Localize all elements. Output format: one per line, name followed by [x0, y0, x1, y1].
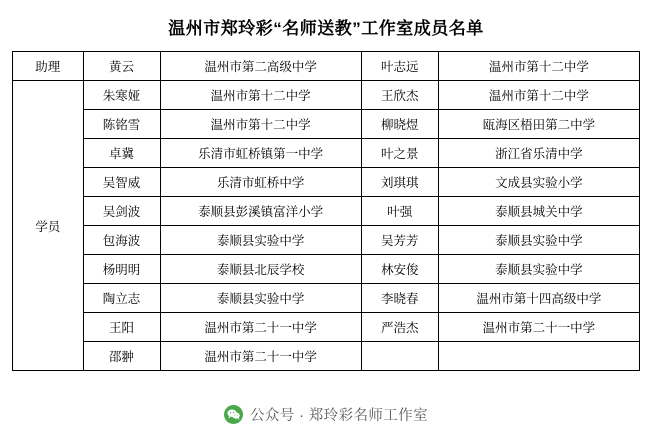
school-cell: 文成县实验小学	[438, 168, 639, 197]
name-cell: 陶立志	[83, 284, 160, 313]
table-row	[13, 255, 640, 284]
page-title: 温州市郑玲彩“名师送教”工作室成员名单	[168, 19, 484, 38]
table-row	[13, 313, 640, 342]
table-row	[13, 110, 640, 139]
name-cell: 王欣杰	[361, 81, 438, 110]
roster-table-container	[0, 51, 652, 371]
name-cell: 包海波	[83, 226, 160, 255]
name-cell: 林安俊	[361, 255, 438, 284]
name-cell: 吴剑波	[83, 197, 160, 226]
school-cell: 浙江省乐清中学	[438, 139, 639, 168]
role-cell-assistant: 助理	[13, 52, 84, 81]
table-row	[13, 284, 640, 313]
school-cell-empty	[438, 342, 639, 371]
name-cell: 叶志远	[361, 52, 438, 81]
school-cell: 乐清市虹桥镇第一中学	[160, 139, 361, 168]
school-cell: 温州市第二十一中学	[438, 313, 639, 342]
school-cell: 温州市第二高级中学	[160, 52, 361, 81]
table-row	[13, 197, 640, 226]
school-cell: 泰顺县实验中学	[160, 284, 361, 313]
school-cell: 瓯海区梧田第二中学	[438, 110, 639, 139]
school-cell: 泰顺县实验中学	[438, 255, 639, 284]
name-cell: 李晓春	[361, 284, 438, 313]
school-cell: 温州市第十二中学	[438, 81, 639, 110]
name-cell-empty	[361, 342, 438, 371]
name-cell: 陈铭雪	[83, 110, 160, 139]
school-cell: 温州市第十二中学	[160, 81, 361, 110]
name-cell: 杨明明	[83, 255, 160, 284]
school-cell: 泰顺县北辰学校	[160, 255, 361, 284]
table-row	[13, 226, 640, 255]
wechat-icon	[224, 405, 243, 424]
footer-watermark	[0, 404, 652, 425]
table-row	[13, 81, 640, 110]
roster-table	[12, 51, 640, 371]
school-cell: 泰顺县实验中学	[160, 226, 361, 255]
school-cell: 乐清市虹桥中学	[160, 168, 361, 197]
school-cell: 泰顺县实验中学	[438, 226, 639, 255]
school-cell: 温州市第二十一中学	[160, 342, 361, 371]
name-cell: 王阳	[83, 313, 160, 342]
name-cell: 吴智威	[83, 168, 160, 197]
footer-text: 公众号 · 郑玲彩名师工作室	[250, 408, 428, 424]
school-cell: 泰顺县彭溪镇富洋小学	[160, 197, 361, 226]
table-row	[13, 52, 640, 81]
table-row	[13, 342, 640, 371]
school-cell: 温州市第十二中学	[160, 110, 361, 139]
name-cell: 朱寒娅	[83, 81, 160, 110]
roster-table-body	[13, 52, 640, 371]
name-cell: 严浩杰	[361, 313, 438, 342]
table-row	[13, 139, 640, 168]
name-cell: 叶强	[361, 197, 438, 226]
school-cell: 泰顺县城关中学	[438, 197, 639, 226]
name-cell: 邵翀	[83, 342, 160, 371]
name-cell: 吴芳芳	[361, 226, 438, 255]
name-cell: 刘琪琪	[361, 168, 438, 197]
name-cell: 叶之景	[361, 139, 438, 168]
school-cell: 温州市第十二中学	[438, 52, 639, 81]
name-cell: 黄云	[83, 52, 160, 81]
table-row	[13, 168, 640, 197]
role-cell-member: 学员	[13, 81, 84, 371]
school-cell: 温州市第十四高级中学	[438, 284, 639, 313]
school-cell: 温州市第二十一中学	[160, 313, 361, 342]
name-cell: 卓冀	[83, 139, 160, 168]
name-cell: 柳晓煜	[361, 110, 438, 139]
